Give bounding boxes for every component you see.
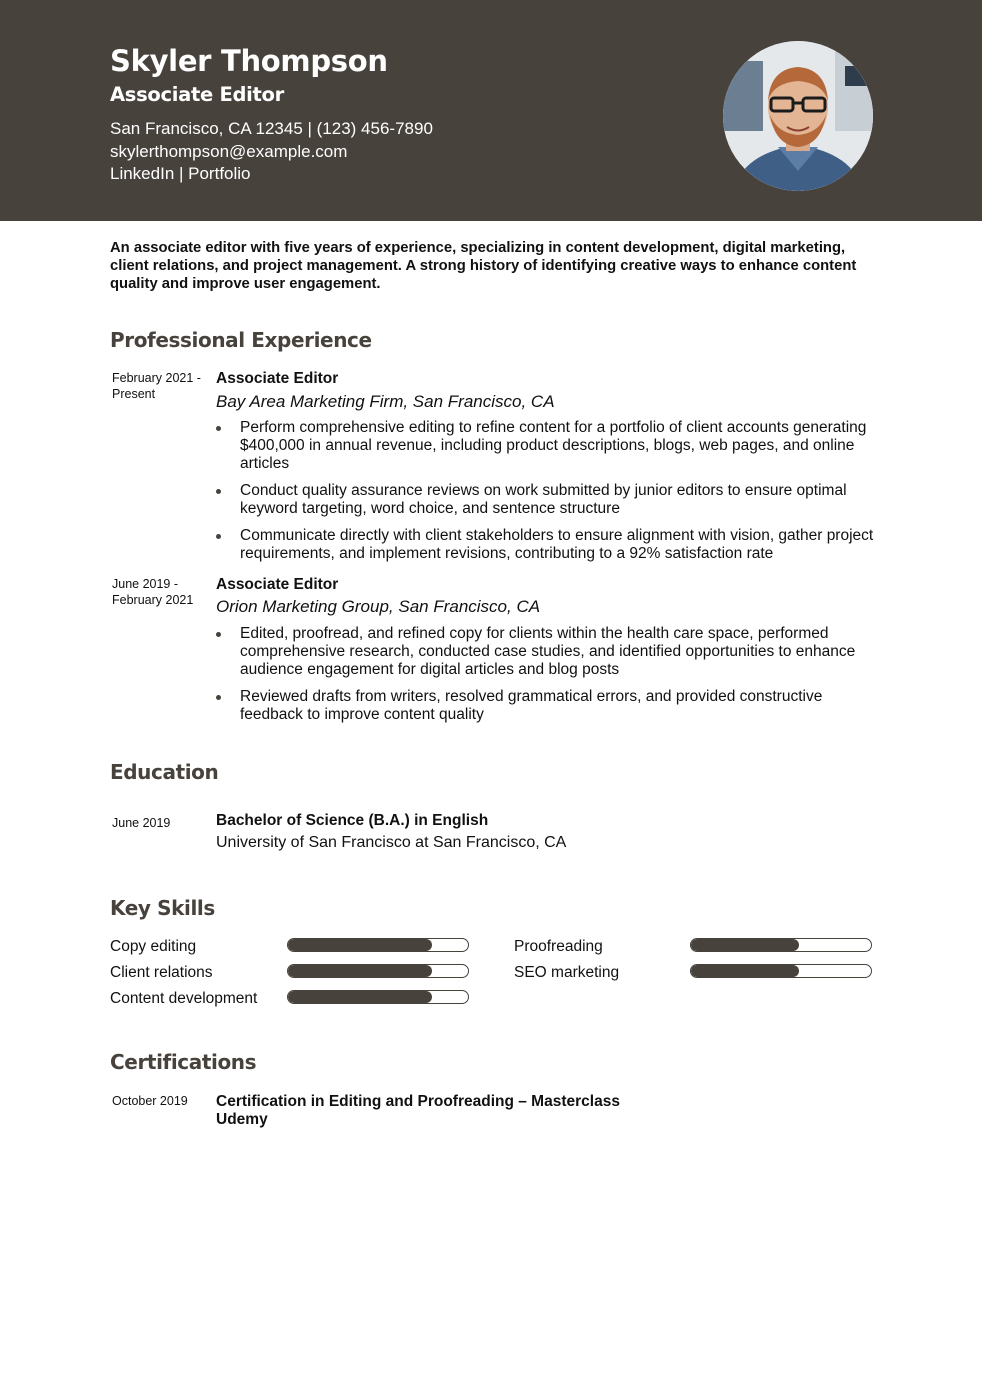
education-school: University of San Francisco at San Francisco, CA <box>216 834 567 851</box>
list-item: Perform comprehensive editing to refine content for a portfolio of client accounts generating $400,000 in annual revenue, including product descriptions, blogs, web pages, and online articles <box>216 419 876 473</box>
skill-bar <box>287 938 469 952</box>
job-date: February 2021 - Present <box>112 371 201 401</box>
list-item: Communicate directly with client stakeholders to ensure alignment with vision, gather project requirements, and implement revisions, contributing to a 92% satisfaction rate <box>216 527 876 563</box>
certification-title: Certification in Editing and Proofreading – Masterclass Udemy <box>216 1093 620 1128</box>
candidate-name: Skyler Thompson <box>110 44 388 78</box>
education-degree: Bachelor of Science (B.A.) in English <box>216 812 489 829</box>
skill-bar <box>287 964 469 978</box>
education-date: June 2019 <box>112 816 171 830</box>
skill-bar <box>690 964 872 978</box>
bullet-icon <box>216 632 221 637</box>
profile-links: LinkedIn | Portfolio <box>110 164 251 183</box>
skill-bar <box>287 990 469 1004</box>
bullet-icon <box>216 534 221 539</box>
resume-header <box>0 0 982 221</box>
job-bullets <box>216 419 876 572</box>
skill-bar-fill <box>288 965 432 977</box>
email: skylerthompson@example.com <box>110 142 348 161</box>
section-title-education: Education <box>110 760 219 784</box>
list-item: Edited, proofread, and refined copy for clients within the health care space, performed comprehensive research, conducted case studies, and identified opportunities to enhance audience engagement for digital articles and blog posts <box>216 625 876 679</box>
bullet-icon <box>216 695 221 700</box>
skill-label: Proofreading <box>514 938 603 955</box>
list-item: Reviewed drafts from writers, resolved grammatical errors, and provided constructive feedback to improve content quality <box>216 688 876 724</box>
job-title: Associate Editor <box>216 576 339 593</box>
section-title-skills: Key Skills <box>110 896 215 920</box>
certification-date: October 2019 <box>112 1094 188 1108</box>
skill-bar-fill <box>288 991 432 1003</box>
section-title-experience: Professional Experience <box>110 328 372 352</box>
candidate-title: Associate Editor <box>110 83 284 106</box>
skill-label: Content development <box>110 990 258 1007</box>
bullet-icon <box>216 426 221 431</box>
skill-label: Copy editing <box>110 938 197 955</box>
job-company: Orion Marketing Group, San Francisco, CA <box>216 597 541 616</box>
skill-label: SEO marketing <box>514 964 620 981</box>
job-bullets <box>216 625 876 733</box>
list-item: Conduct quality assurance reviews on work submitted by junior editors to ensure optimal keyword targeting, word choice, and sentence structure <box>216 482 876 518</box>
job-title: Associate Editor <box>216 370 339 387</box>
skill-bar-fill <box>691 965 799 977</box>
skill-label: Client relations <box>110 964 213 981</box>
skill-bar-fill <box>691 939 799 951</box>
profile-photo <box>723 41 873 191</box>
summary: An associate editor with five years of experience, specializing in content development, digital marketing, client relations, and project management. A strong history of identifying creative ways to enhance content quality and improve user engagement. <box>110 240 857 292</box>
skill-bar-fill <box>288 939 432 951</box>
job-company: Bay Area Marketing Firm, San Francisco, CA <box>216 392 555 411</box>
bullet-icon <box>216 489 221 494</box>
section-title-certifications: Certifications <box>110 1050 257 1074</box>
location-phone: San Francisco, CA 12345 | (123) 456-7890 <box>110 119 433 138</box>
job-date: June 2019 - February 2021 <box>112 577 194 607</box>
skill-bar <box>690 938 872 952</box>
